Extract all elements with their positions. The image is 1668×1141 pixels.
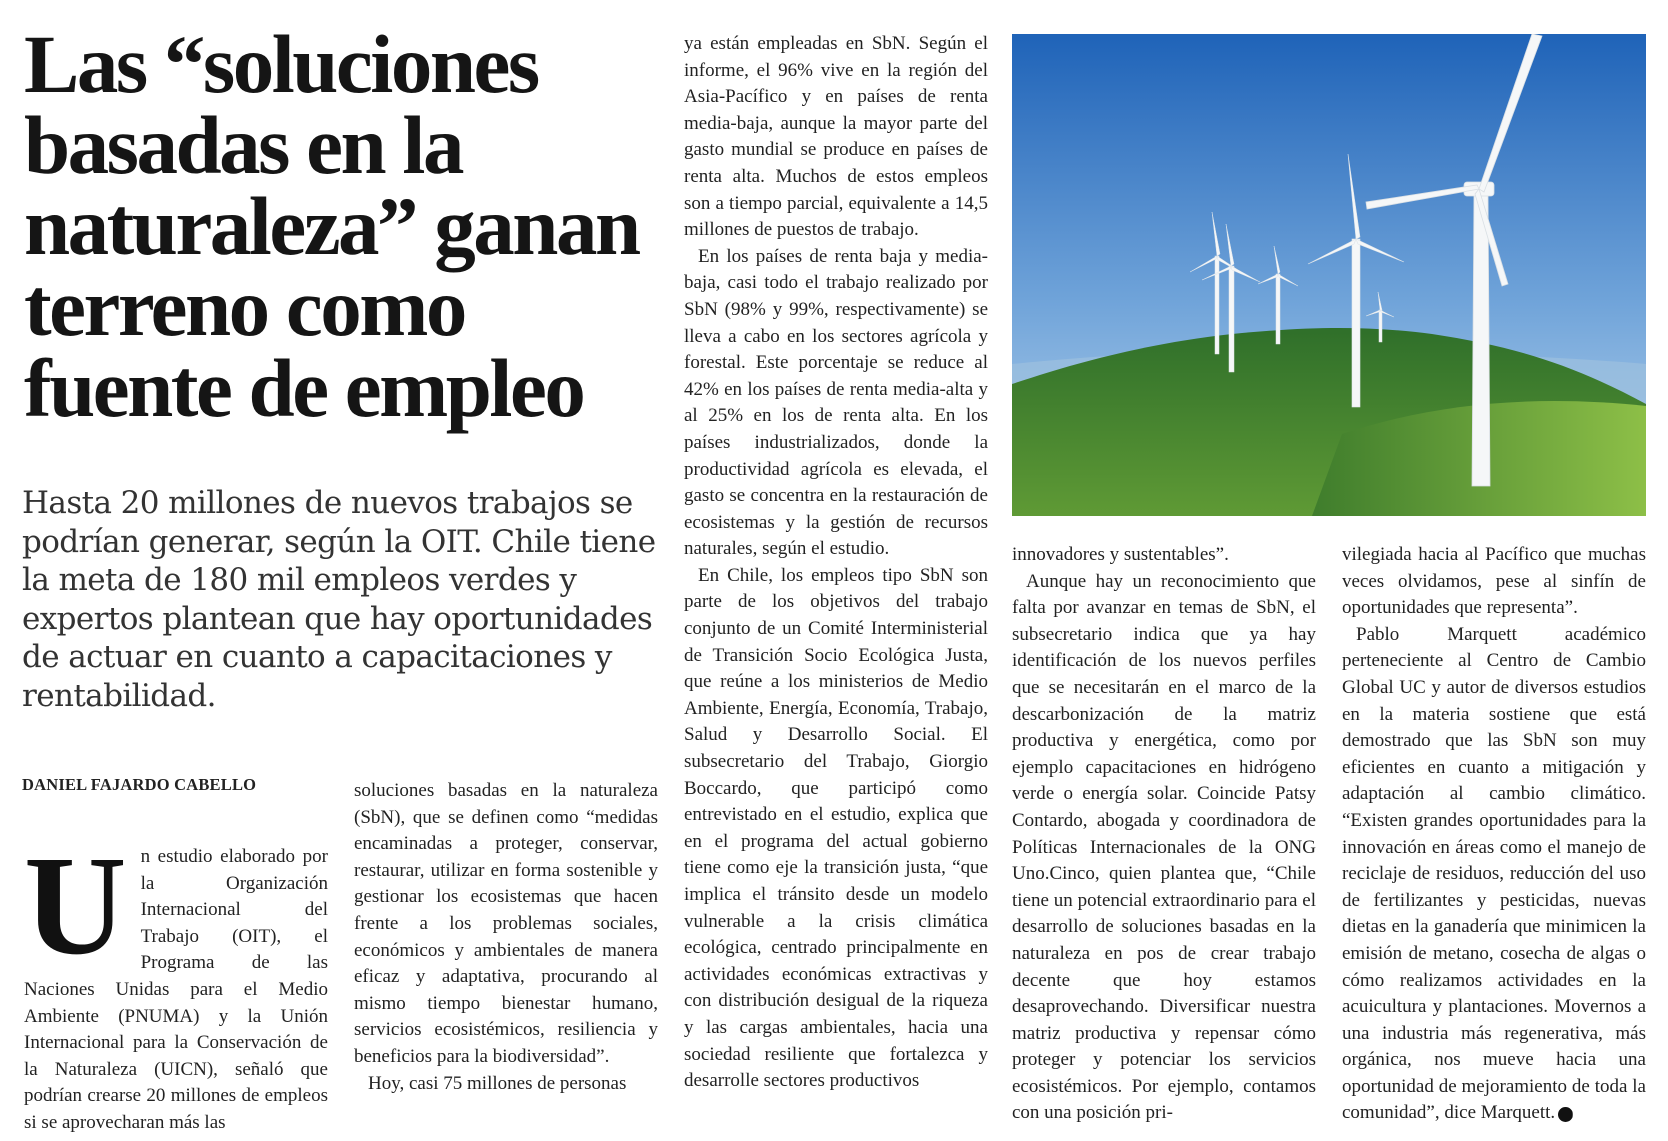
col2-paragraph-2: Hoy, casi 75 millones de personas xyxy=(368,1072,627,1094)
wind-turbines-photo xyxy=(1012,34,1646,516)
col4-paragraph-2: Aunque hay un reconocimiento que falta por avanzar en temas de SbN, el subsecretario indica que ya hay identificación de los nuevos perfiles que se necesitarán en el marco de la descarbonización de la matriz productiva y energética, como por ejemplo capacitaciones en hidrógeno verde o energía solar. Coincide Patsy Contardo, abogada y coordinadora de Políticas Internacionales de la ONG Uno.Cinco, quien plantea que, “Chile tiene un potencial extraordinario para el desarrollo de soluciones basadas en la naturaleza en pos de crear trabajo decente que hoy estamos desaprovechando. Diversificar nuestra matriz productiva y repensar cómo proteger y potenciar los servicios ecosistémicos. Por ejemplo, contamos con una posición pri- xyxy=(1012,570,1316,1124)
headline: Las “soluciones basadas en la naturaleza” ganan terreno como fuente de empleo xyxy=(24,18,639,434)
drop-cap: U xyxy=(24,844,127,984)
col3-paragraph-2: En los países de renta baja y media-baja, casi todo el trabajo realizado por SbN (98% y 99%, respectivamente) se lleva a cabo en los sectores agrícola y forestal. Este porcentaje se reduce al 42% en los países de renta media-alta y al 25% en los de renta alta. En los países industrializados, donde la productividad agrícola es elevada, el gasto se concentra en la restauración de ecosistemas y la gestión de recursos naturales, según el estudio. xyxy=(684,245,988,560)
byline: DANIEL FAJARDO CABELLO xyxy=(22,775,257,794)
deck-subtitle: Hasta 20 millones de nuevos trabajos se podrían generar, según la OIT. Chile tiene la meta de 180 mil empleos verdes y expertos plantean que hay oportunidades de actuar en cuanto a capacitaciones y rentabilidad. xyxy=(22,485,656,714)
body-column-5 xyxy=(1342,542,1646,1134)
col5-paragraph-2-text: Pablo Marquett académico perteneciente al Centro de Cambio Global UC y autor de diversos estudios en la materia sostiene que está demostrado que las SbN son muy eficientes en cuanto a mitigación y adaptación al cambio climático. “Existen grandes oportunidades para la innovación en áreas como el manejo de reciclaje de residuos, reducción del uso de fertilizantes y pesticidas, nuevas dietas en la ganadería que minimicen la emisión de metano, cosecha de algas o cómo realizamos actividades en la acuicultura y plantaciones. Movernos a una industria más regenerativa, más orgánica, nos mueve hacia una oportunidad de mejoramiento de toda la comunidad”, dice Marquett. xyxy=(1342,623,1646,1124)
body-column-4 xyxy=(1012,542,1316,1134)
wind-turbines-illustration xyxy=(1012,34,1646,516)
body-column-2 xyxy=(354,778,658,1134)
col3-paragraph-1: ya están empleadas en SbN. Según el informe, el 96% vive en la región del Asia-Pacífico y en países de renta media-baja, aunque la mayor parte del gasto mundial se produce en países de renta alta. Muchos de estos empleos son a tiempo parcial, equivalente a 14,5 millones de puestos de trabajo. xyxy=(684,33,988,241)
col1-paragraph-1: n estudio elaborado por la Organización Internacional del Trabajo (OIT), el Programa de las Naciones Unidas para el Medio Ambiente (PNUMA) y la Unión Internacional para la Conservación de la Naturaleza (UICN), señaló que podrían crearse 20 millones de empleos si se aprovecharan más las xyxy=(24,846,328,1133)
body-column-3 xyxy=(684,31,988,1134)
col3-paragraph-3: En Chile, los empleos tipo SbN son parte de los objetivos del trabajo conjunto de un Comité Interministerial de Transición Socio Ecológica Justa, que reúne a los ministerios de Medio Ambiente, Energía, Economía, Trabajo, Salud y Desarrollo Social. El subsecretario del Trabajo, Giorgio Boccardo, que participó como entrevistado en el estudio, explica que en el programa del actual gobierno tiene como eje la transición justa, “que implica el tránsito desde un modelo vulnerable a la crisis climática ecológica, centrado principalmente en actividades económicas extractivas y con distribución desigual de la riqueza y las cargas ambientales, hacia una sociedad resiliente que fortalezca y desarrolle sectores productivos xyxy=(684,564,988,1092)
col5-paragraph-1: vilegiada hacia al Pacífico que muchas veces olvidamos, pese al sinfín de oportunidades que representa”. xyxy=(1342,544,1646,619)
publication-logo-icon: P xyxy=(1558,1107,1573,1122)
col5-paragraph-2 xyxy=(1342,622,1646,1127)
body-column-1 xyxy=(24,844,328,1134)
col4-paragraph-1: innovadores y sustentables”. xyxy=(1012,544,1229,565)
col2-paragraph-1: soluciones basadas en la naturaleza (SbN), que se definen como “medidas encaminadas a proteger, conservar, restaurar, utilizar en forma sostenible y gestionar los ecosistemas que hacen frente a los problemas sociales, económicos y ambientales de manera eficaz y adaptativa, procurando al mismo tiempo bienestar humano, servicios ecosistémicos, resiliencia y beneficios para la biodiversidad”. xyxy=(354,780,658,1067)
